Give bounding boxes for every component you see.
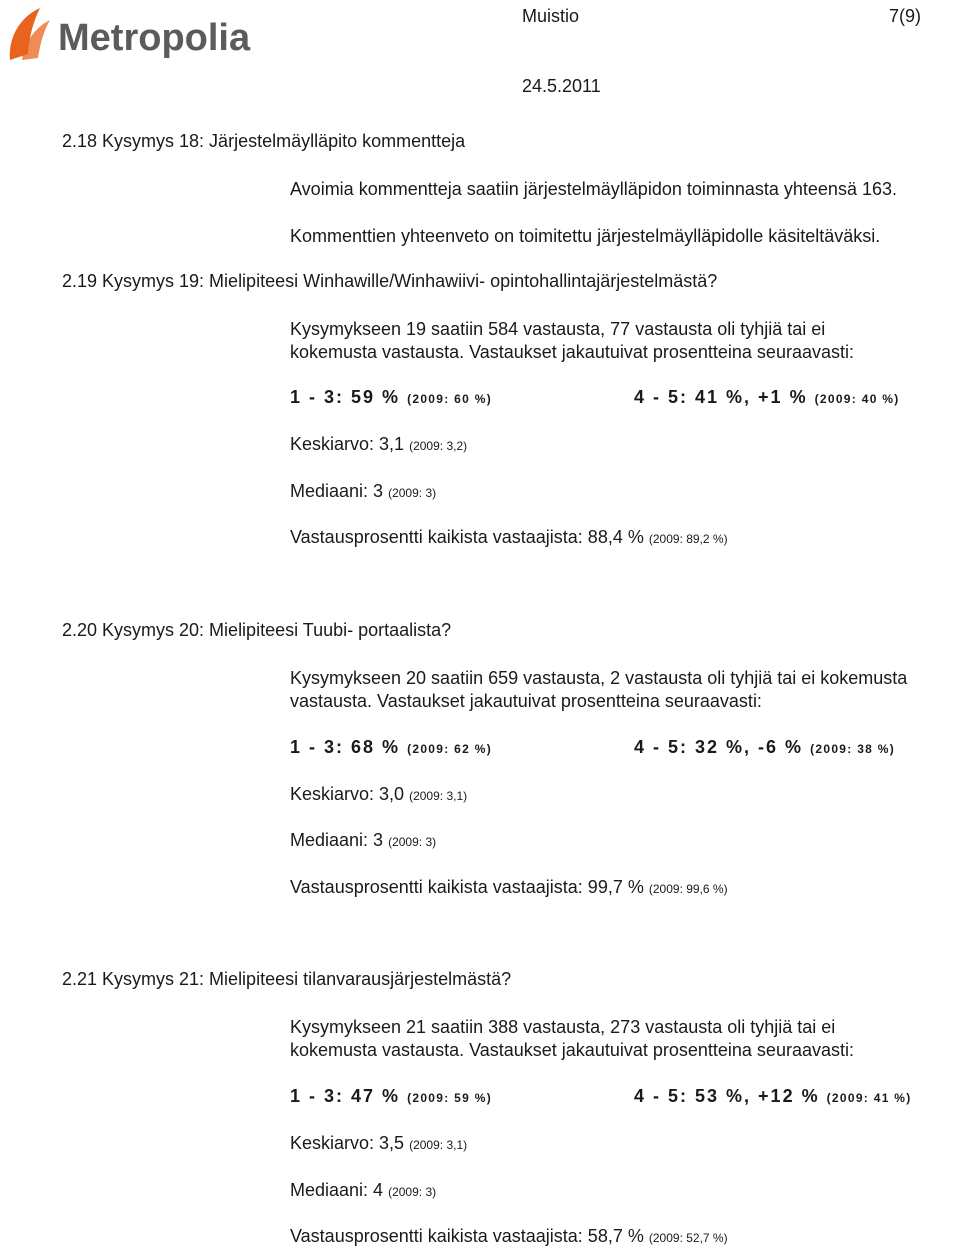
s21-mean-ref: (2009: 3,1) [409, 1138, 468, 1152]
s20-response-rate [290, 877, 728, 898]
s20-intro-line-2: vastausta. Vastaukset jakautuivat prosentteina seuraavasti: [290, 691, 762, 711]
s19-median [290, 481, 436, 502]
metropolia-logo [4, 2, 264, 64]
s21-high-value: 4 - 5: 53 %, +12 % [634, 1086, 820, 1106]
s21-intro [290, 1016, 854, 1062]
s21-median-ref: (2009: 3) [388, 1185, 437, 1199]
s20-rate-label: Vastausprosentti kaikista vastaajista: 99,7 % [290, 877, 644, 897]
s21-score-low [290, 1086, 492, 1107]
s19-score-high [634, 387, 900, 408]
s21-intro-line-1: Kysymykseen 21 saatiin 388 vastausta, 273 vastausta oli tyhjiä tai ei [290, 1017, 836, 1037]
s20-median-label: Mediaani: 3 [290, 830, 384, 850]
s19-high-ref: (2009: 40 %) [814, 392, 900, 406]
s20-median-ref: (2009: 3) [388, 835, 437, 849]
s21-mean-label: Keskiarvo: 3,5 [290, 1133, 405, 1153]
s19-rate-label: Vastausprosentti kaikista vastaajista: 88,4 % [290, 527, 644, 547]
s20-high-ref: (2009: 38 %) [810, 742, 896, 756]
s20-score-low [290, 737, 492, 758]
s19-mean-ref: (2009: 3,2) [409, 439, 468, 453]
s21-rate-ref: (2009: 52,7 %) [648, 1231, 728, 1245]
s20-intro-line-1: Kysymykseen 20 saatiin 659 vastausta, 2 vastausta oli tyhjiä tai ei kokemusta [290, 668, 908, 688]
s19-rate-ref: (2009: 89,2 %) [648, 532, 728, 546]
section-heading-20: 2.20 Kysymys 20: Mielipiteesi Tuubi- portaalista? [62, 620, 452, 640]
s21-rate-label: Vastausprosentti kaikista vastaajista: 58,7 % [290, 1226, 644, 1246]
doc-type: Muistio [522, 6, 580, 26]
s19-median-label: Mediaani: 3 [290, 481, 384, 501]
s19-low-ref: (2009: 60 %) [407, 392, 493, 406]
s19-intro-line-2: kokemusta vastausta. Vastaukset jakautuivat prosentteina seuraavasti: [290, 342, 854, 362]
section-heading-19: 2.19 Kysymys 19: Mielipiteesi Winhawille/Winhawiivi- opintohallintajärjestelmästä? [62, 271, 718, 291]
s20-mean [290, 784, 467, 805]
s18-paragraph-1: Avoimia kommentteja saatiin järjestelmäylläpidon toiminnasta yhteensä 163. [290, 179, 897, 199]
s19-high-value: 4 - 5: 41 %, +1 % [634, 387, 808, 407]
metropolia-logo-mark [4, 2, 264, 64]
s20-median [290, 830, 436, 851]
s19-intro-line-1: Kysymykseen 19 saatiin 584 vastausta, 77 vastausta oli tyhjiä tai ei [290, 319, 826, 339]
s20-mean-label: Keskiarvo: 3,0 [290, 784, 405, 804]
s21-score-high [634, 1086, 912, 1107]
section-heading-21: 2.21 Kysymys 21: Mielipiteesi tilanvarausjärjestelmästä? [62, 969, 512, 989]
s19-score-low [290, 387, 492, 408]
s20-mean-ref: (2009: 3,1) [409, 789, 468, 803]
s20-score-high [634, 737, 895, 758]
s19-mean-label: Keskiarvo: 3,1 [290, 434, 405, 454]
s19-low-value: 1 - 3: 59 % [290, 387, 401, 407]
s21-median [290, 1180, 436, 1201]
s19-mean [290, 434, 467, 455]
s19-median-ref: (2009: 3) [388, 486, 437, 500]
s21-mean [290, 1133, 467, 1154]
s21-high-ref: (2009: 41 %) [826, 1091, 912, 1105]
s20-low-ref: (2009: 62 %) [407, 742, 493, 756]
s21-low-ref: (2009: 59 %) [407, 1091, 493, 1105]
page-number: 7(9) [889, 6, 922, 26]
s21-median-label: Mediaani: 4 [290, 1180, 384, 1200]
doc-date: 24.5.2011 [522, 76, 601, 96]
s21-low-value: 1 - 3: 47 % [290, 1086, 401, 1106]
s20-low-value: 1 - 3: 68 % [290, 737, 401, 757]
s21-response-rate [290, 1226, 728, 1247]
s20-intro [290, 667, 907, 713]
s21-intro-line-2: kokemusta vastausta. Vastaukset jakautuivat prosentteina seuraavasti: [290, 1040, 854, 1060]
s19-intro [290, 318, 854, 364]
section-heading-18: 2.18 Kysymys 18: Järjestelmäylläpito kommentteja [62, 131, 466, 151]
s20-high-value: 4 - 5: 32 %, -6 % [634, 737, 804, 757]
s18-paragraph-2: Kommenttien yhteenveto on toimitettu järjestelmäylläpidolle käsiteltäväksi. [290, 226, 881, 246]
s19-response-rate [290, 527, 728, 548]
logo-text: Metropolia [58, 17, 251, 59]
s20-rate-ref: (2009: 99,6 %) [648, 882, 728, 896]
